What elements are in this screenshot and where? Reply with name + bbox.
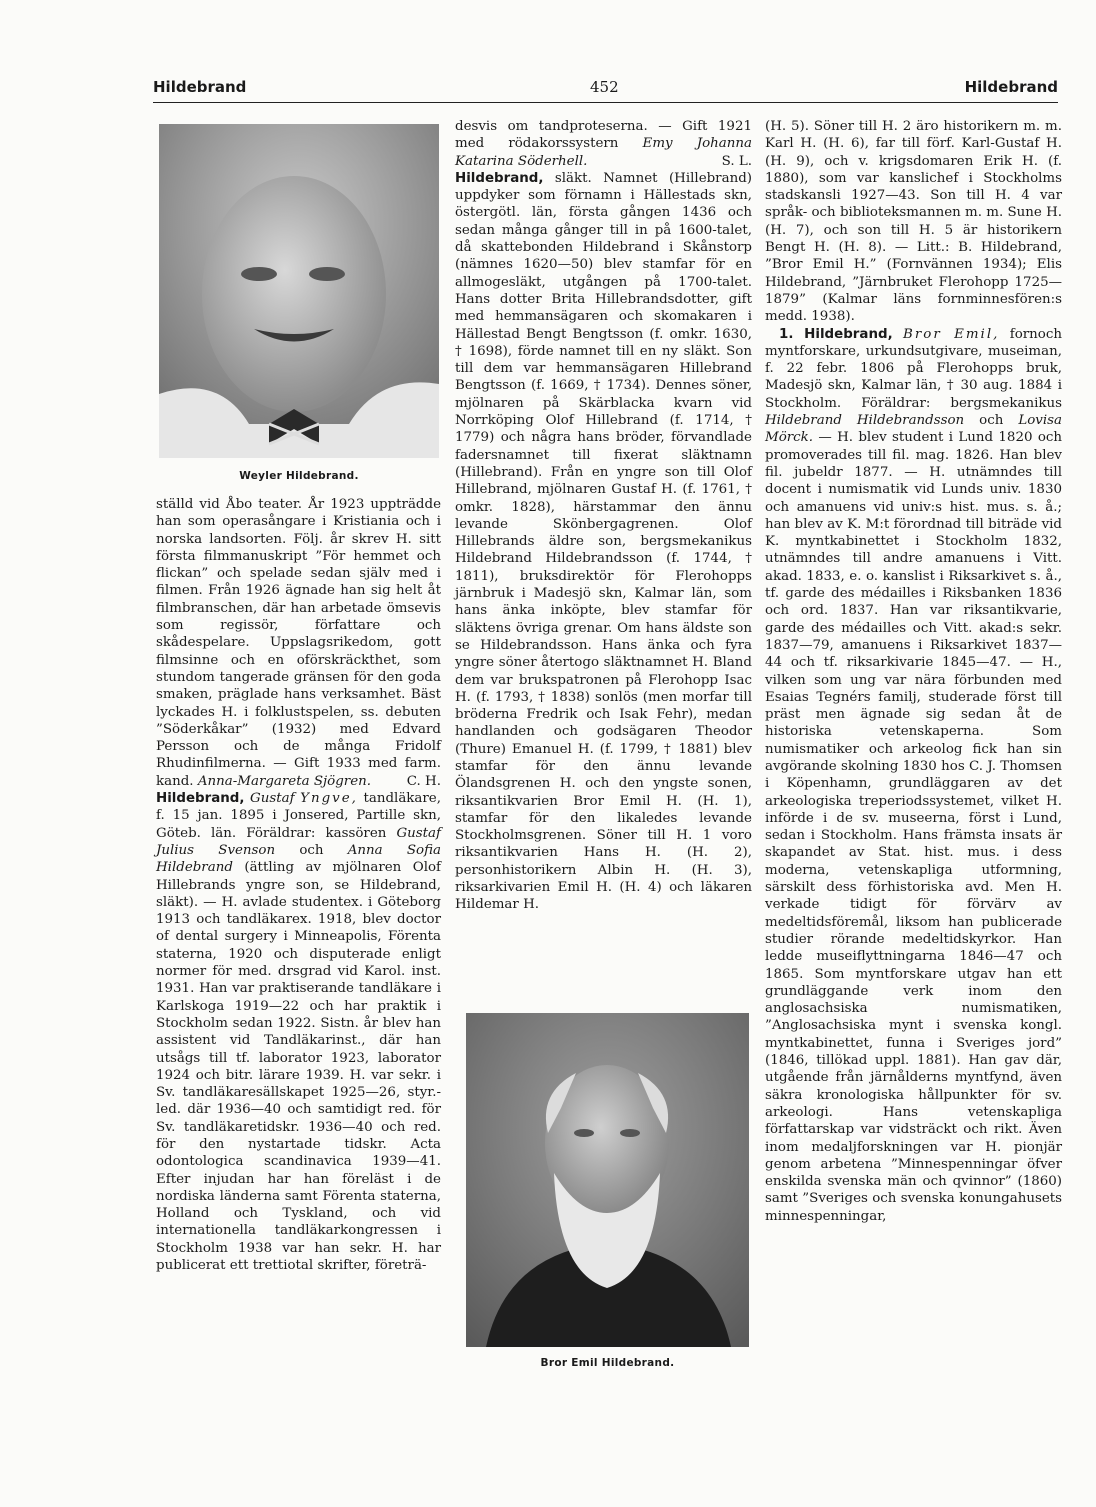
entry-head-bror-emil: 1. Hildebrand, — [779, 326, 893, 342]
gustaf-father: Gustaf Julius Svenson — [156, 825, 441, 858]
slakt-text-end: (H. 5). Söner till H. 2 äro historikern m. m. Karl H. (H. 6), far till förf. Karl-Gustaf H. (H. 9), och v. krigsdomaren Erik H. (f. 1880), som var kanslichef i Stockholms stadskansli 1927—43. Son till H. 4 var språk- och biblioteksmannen m. m. Sune H. (H. 7), och son till H. 5 är historikern Bengt H. (H. 8). — Litt.: B. Hildebrand, ”Bror Emil H.” (Fornvännen 1934); Elis Hildebrand, ”Järnbruket Flerohopp 1725—1879” (Kalmar läns fornminnesfören:s medd. 1938). — [765, 119, 1062, 325]
entry-head-gustaf: Hildebrand, — [156, 791, 245, 807]
bror-text-a: fornoch myntforskare, urkundsutgivare, museiman, f. 22 febr. 1806 på Flerohopps bruk, Madesjö skn, Kalmar län, † 30 aug. 1884 i Stockholm. Föräldrar: bergsmekanikus — [765, 326, 1062, 411]
bror-text-c: — H. blev student i Lund 1820 och promoverades till fil. mag. 1826. Han blev fil. jubeldr 1877. — H. utnämndes till docent i numismatik vid Lunds univ. 1830 och amanuens vid univ:s hist. mus. s. å.; han blev av K. M:t förordnad till biträde vid K. myntkabinettet i Stockholm 1832, utnämndes till andre amanuens i Vitt. akad. 1833, e. o. kanslist i Riksarkivet s. å., tf. garde des médailles i Riksbanken 1836 och ord. 1837. Han var riksantikvarie, garde des médailles och Vitt. akad:s sekr. 1837—79, amanuens i Riksarkivet 1837—44 och tf. riksarkivarie 1845—47. — H., vilken som ung var nära förbunden med Esaias Tegnérs familj, studerade först till präst men ägnade sig sedan åt de historiska vetenskaperna. Som numismatiker och arkeolog fick han sin avgörande skolning 1830 hos C. J. Thomsen i Köpenhamn, grundläggaren av det arkeologiska treperiodssystemet, vilket H. införde i de sv. museerna, först i Lund, sedan i Stockholm. Hans främsta insats är skapandet av Stat. hist. mus. i dess moderna, vetenskapliga utformning, särskilt dess förhistoriska avd. Men H. verkade tidigt för förvärv av medeltidsföremål, liksom han publicerade studier rörande medeltidskyrkor. Han ledde museiflyttningarna 1846—47 och 1865. Som myntforskare utgav han ett grundläggande verk inom den anglosachsiska numismatiken, ”Anglosachsiska mynt i svenska kongl. myntkabinettet, funna i Sveriges jord” (1846, tillökad uppl. 1881). Han gav där, utgående från järnålderns myntfynd, även säkra kronologiska hållpunkter för sv. arkeologi. Hans vetenskapliga författarskap var vidsträckt och rikt. Även inom medaljforskningen var H. pionjär genom arbetena ”Minnespenningar öfver enskilda svenska män och qvinnor” (1860) samt ”Sveriges och svenska konungahusets minnespenningar, — [765, 430, 1062, 1224]
weyler-signature: C. H. — [406, 773, 441, 789]
bror-emil-name: Bror Emil, — [903, 326, 1000, 342]
photo-weyler-hildebrand — [159, 124, 439, 458]
header-left-title: Hildebrand — [153, 78, 247, 96]
gustaf-signature: S. L. — [721, 153, 752, 169]
slakt-text: släkt. Namnet (Hillebrand) uppdyker som förnamn i Hällestads skn, östergötl. län, första gången 1436 och sedan många gånger till in på 1600-talet, då skattebonden Hildebrand i Skånstorp (nämnes 1620—50) blev stamfar för en allmogesläkt, utgången på 1700-talet. Hans dotter Brita Hillebrandsdotter, gift med hemmansägaren och skomakaren i Hällestad Bengt Bengtsson (f. omkr. 1630, † 1698), förde namnet till en ny släkt. Son till dem var hemmansägaren Hillebrand Bengtsson (f. 1669, † 1734). Dennes söner, mjölnaren på Skärblacka kvarn vid Norrköping Olof Hillebrand (f. 1714, † 1779) och några hans bröder, förvandlade fadersnamnet till fixerat släktnamn (Hillebrand). Från en yngre son till Olof Hillebrand, mjölnaren Gustaf H. (f. 1761, † omkr. 1828), härstammar den ännu levande Skönbergagrenen. Olof Hillebrands äldre son, bergsmekanikus Hildebrand Hildebrandsson (f. 1744, † 1811), bruksdirektör för Flerohopps järnbruk i Madesjö skn, Kalmar län, som hans änka inköpte, blev stamfar för släktens övriga grenar. Om hans äldste son se Hildebrandsson. Hans änka och fyra yngre söner återtogo släktnamnet H. Bland dem var brukspatronen på Flerohopp Isac H. (f. 1793, † 1838) sonlös (men morfar till bröderna Fredrik och Isak Fehr), medan handlanden och godsägaren Theodor (Thure) Emanuel H. (f. 1799, † 1881) blev stamfar för den ännu levande Ölandsgrenen H. och den yngste sonen, riksantikvarien Bror Emil H. (H. 1), stamfar för den likaledes levande Stockholmsgrenen. Söner till H. 1 voro riksantikvarien Hans H. (H. 2), personhistorikern Albin H. (H. 3), riksarkivarien Emil H. (H. 4) och läkaren Hildemar H. — [455, 170, 752, 913]
column-3 — [765, 118, 1062, 1225]
gustaf-text-c: (ättling av mjölnaren Olof Hillebrands yngre son, se Hildebrand, släkt). — H. avlade studentex. i Göteborg 1913 och tandläkarex. 1918, blev doctor of dental surgery i Minneapolis, Förenta staterna, 1920 och disputerade enligt normer för med. drsgrad vid Karol. inst. 1931. Han var praktiserande tandläkare i Karlskoga 1919—22 och har praktik i Stockholm sedan 1922. Sistn. år blev han assistent vid Tandläkarinst., där han utsågs till tf. laborator 1923, laborator 1924 och bitr. lärare 1939. H. var sekr. i Sv. tandläkaresällskapet 1925—26, styr.-led. där 1936—40 och samtidigt red. för Sv. tandläkaretidskr. 1936—40 och red. för den nystartade tidskr. Acta odontologica scandinavica 1939—41. Efter injudan har han föreläst i de nordiska länderna samt Förenta staterna, Holland och Tyskland, och vid internationella tandläkarkongressen i Stockholm 1938 var han sekr. H. har publicerat ett trettiotal skrifter, företrä- — [156, 860, 441, 1274]
entry-head-slakt: Hildebrand, — [455, 170, 544, 186]
entry-bror-emil — [765, 326, 1062, 1225]
bror-mother: Lovisa Mörck. — [765, 413, 1062, 446]
gustaf-mother: Anna Sofia Hildebrand — [156, 842, 442, 876]
gustaf-text-end: desvis om tandproteserna. — Gift 1921 med rödakorssystern — [455, 119, 752, 152]
page-header — [153, 78, 1058, 103]
entry-gustaf-yngve — [156, 790, 441, 1274]
portrait-image — [466, 1013, 749, 1347]
gustaf-firstname: Gustaf — [250, 791, 295, 807]
entry-slakt — [455, 170, 752, 914]
bror-father: Hildebrand Hildebrandsson — [765, 413, 965, 429]
gustaf-spouse: Emy Johanna Katarina Söderhell. — [455, 136, 752, 169]
caption-bror-emil: Bror Emil Hildebrand. — [540, 1357, 675, 1369]
slakt-continuation — [765, 118, 1062, 326]
weyler-continuation — [156, 496, 441, 790]
header-right-title: Hildebrand — [964, 78, 1058, 96]
photo-bror-emil-hildebrand — [466, 1013, 749, 1347]
gustaf-continuation — [455, 118, 752, 170]
weyler-spouse: Anna-Margareta Sjögren. — [197, 773, 372, 789]
gustaf-callname: Yngve, — [300, 791, 358, 807]
bror-text-b: och — [964, 413, 1019, 429]
weyler-text: ställd vid Åbo teater. År 1923 uppträdde han som operasångare i Kristiania och i norska landsorten. Följ. år skrev H. sitt första filmmanuskript ”För hemmet och flickan” och spelade sedan själv med i filmen. Från 1926 ägnade han sig helt åt filmbranschen, där han arbetade ömsevis som regissör, författare och skådespelare. Uppslagsrikedom, gott filmsinne och en oförskräckthet, som stundom tangerade gränsen för den goda smaken, präglade hans verksamhet. Bäst lyckades H. i folklustspelen, ss. debuten ”Söderkåkar” (1932) med Edvard Persson och de många Fridolf Rhudinfilmerna. — Gift 1933 med farm. kand. — [156, 497, 441, 789]
column-2 — [455, 118, 752, 914]
gustaf-text-b: och — [275, 842, 348, 858]
page-number: 452 — [590, 78, 619, 96]
portrait-image — [159, 124, 439, 458]
gustaf-text-a: tandläkare, f. 15 jan. 1895 i Jonsered, Partille skn, Göteb. län. Föräldrar: kassören — [156, 791, 441, 841]
column-1 — [156, 496, 441, 1274]
caption-weyler: Weyler Hildebrand. — [239, 470, 359, 482]
